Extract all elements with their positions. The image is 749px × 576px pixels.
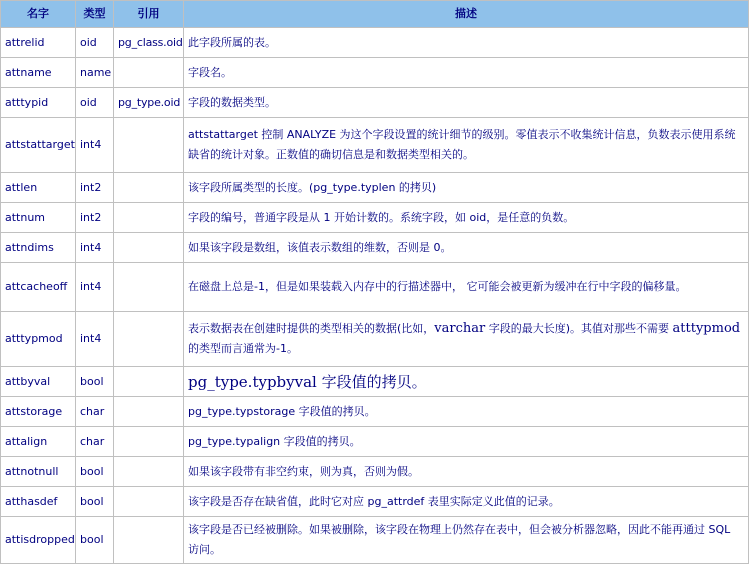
desc-text: 表示数据表在创建时提供的类型相关的数据(比如， bbox=[188, 322, 435, 335]
cell-name: atthasdef bbox=[1, 487, 76, 517]
table-row bbox=[1, 427, 749, 457]
cell-ref bbox=[114, 367, 184, 397]
cell-ref bbox=[114, 58, 184, 88]
cell-name: attstattarget bbox=[1, 118, 76, 173]
cell-name: attname bbox=[1, 58, 76, 88]
cell-name: attalign bbox=[1, 427, 76, 457]
cell-desc: 该字段所属类型的长度。(pg_type.typlen 的拷贝) bbox=[184, 173, 749, 203]
table-row bbox=[1, 203, 749, 233]
cell-desc: 此字段所属的表。 bbox=[184, 28, 749, 58]
header-name: 名字 bbox=[1, 1, 76, 28]
header-desc: 描述 bbox=[184, 1, 749, 28]
table-row bbox=[1, 118, 749, 173]
cell-type: bool bbox=[76, 367, 114, 397]
cell-type: oid bbox=[76, 28, 114, 58]
cell-ref bbox=[114, 427, 184, 457]
cell-ref: pg_class.oid bbox=[114, 28, 184, 58]
table-row bbox=[1, 173, 749, 203]
header-row bbox=[1, 1, 749, 28]
cell-desc: 在磁盘上总是-1，但是如果装载入内存中的行描述器中， 它可能会被更新为缓冲在行中字段的偏移量。 bbox=[184, 263, 749, 312]
cell-type: name bbox=[76, 58, 114, 88]
cell-ref bbox=[114, 487, 184, 517]
cell-type: int2 bbox=[76, 173, 114, 203]
cell-name: attlen bbox=[1, 173, 76, 203]
table-row bbox=[1, 263, 749, 312]
desc-code: atttypmod bbox=[672, 321, 741, 336]
table-row bbox=[1, 517, 749, 564]
cell-type: int4 bbox=[76, 263, 114, 312]
table-row bbox=[1, 58, 749, 88]
cell-desc: 该字段是否存在缺省值，此时它对应 pg_attrdef 表里实际定义此值的记录。 bbox=[184, 487, 749, 517]
cell-type: char bbox=[76, 427, 114, 457]
cell-type: char bbox=[76, 397, 114, 427]
cell-ref bbox=[114, 312, 184, 367]
table-row bbox=[1, 28, 749, 58]
cell-name: attstorage bbox=[1, 397, 76, 427]
cell-ref bbox=[114, 263, 184, 312]
cell-ref bbox=[114, 118, 184, 173]
table-row bbox=[1, 367, 749, 397]
cell-name: attisdropped bbox=[1, 517, 76, 564]
cell-desc: pg_type.typbyval 字段值的拷贝。 bbox=[184, 367, 749, 397]
table-row bbox=[1, 312, 749, 367]
cell-type: bool bbox=[76, 487, 114, 517]
cell-desc: 如果该字段带有非空约束，则为真，否则为假。 bbox=[184, 457, 749, 487]
cell-name: attrelid bbox=[1, 28, 76, 58]
cell-ref bbox=[114, 203, 184, 233]
header-ref: 引用 bbox=[114, 1, 184, 28]
cell-ref bbox=[114, 233, 184, 263]
cell-desc: pg_type.typalign 字段值的拷贝。 bbox=[184, 427, 749, 457]
table-row bbox=[1, 457, 749, 487]
cell-name: atttypid bbox=[1, 88, 76, 118]
cell-ref bbox=[114, 397, 184, 427]
cell-desc: 字段的数据类型。 bbox=[184, 88, 749, 118]
cell-desc: 字段的编号，普通字段是从 1 开始计数的。系统字段，如 oid，是任意的负数。 bbox=[184, 203, 749, 233]
table-header bbox=[1, 1, 749, 28]
cell-name: attnum bbox=[1, 203, 76, 233]
table-row bbox=[1, 487, 749, 517]
cell-ref bbox=[114, 457, 184, 487]
cell-name: attbyval bbox=[1, 367, 76, 397]
cell-type: oid bbox=[76, 88, 114, 118]
cell-type: bool bbox=[76, 457, 114, 487]
cell-ref bbox=[114, 173, 184, 203]
cell-name: atttypmod bbox=[1, 312, 76, 367]
cell-type: int4 bbox=[76, 233, 114, 263]
table-row bbox=[1, 397, 749, 427]
header-type: 类型 bbox=[76, 1, 114, 28]
cell-desc: 该字段是否已经被删除。如果被删除，该字段在物理上仍然存在表中，但会被分析器忽略，因此不能再通过 SQL 访问。 bbox=[184, 517, 749, 564]
table-row bbox=[1, 233, 749, 263]
cell-type: bool bbox=[76, 517, 114, 564]
cell-ref bbox=[114, 517, 184, 564]
cell-name: attnotnull bbox=[1, 457, 76, 487]
table-body bbox=[1, 28, 749, 564]
cell-desc: attstattarget 控制 ANALYZE 为这个字段设置的统计细节的级别。零值表示不收集统计信息，负数表示使用系统缺省的统计对象。正数值的确切信息是和数据类型相关的。 bbox=[184, 118, 749, 173]
cell-desc: pg_type.typstorage 字段值的拷贝。 bbox=[184, 397, 749, 427]
cell-name: attcacheoff bbox=[1, 263, 76, 312]
cell-type: int4 bbox=[76, 118, 114, 173]
cell-name: attndims bbox=[1, 233, 76, 263]
cell-ref: pg_type.oid bbox=[114, 88, 184, 118]
desc-code: varchar bbox=[434, 321, 486, 336]
cell-desc bbox=[184, 312, 749, 367]
desc-text: 字段的最大长度)。其值对那些不需要 bbox=[485, 322, 673, 335]
cell-type: int4 bbox=[76, 312, 114, 367]
desc-text: 的类型而言通常为-1。 bbox=[188, 342, 298, 355]
table-row bbox=[1, 88, 749, 118]
cell-type: int2 bbox=[76, 203, 114, 233]
cell-desc: 如果该字段是数组，该值表示数组的维数，否则是 0。 bbox=[184, 233, 749, 263]
cell-desc: 字段名。 bbox=[184, 58, 749, 88]
